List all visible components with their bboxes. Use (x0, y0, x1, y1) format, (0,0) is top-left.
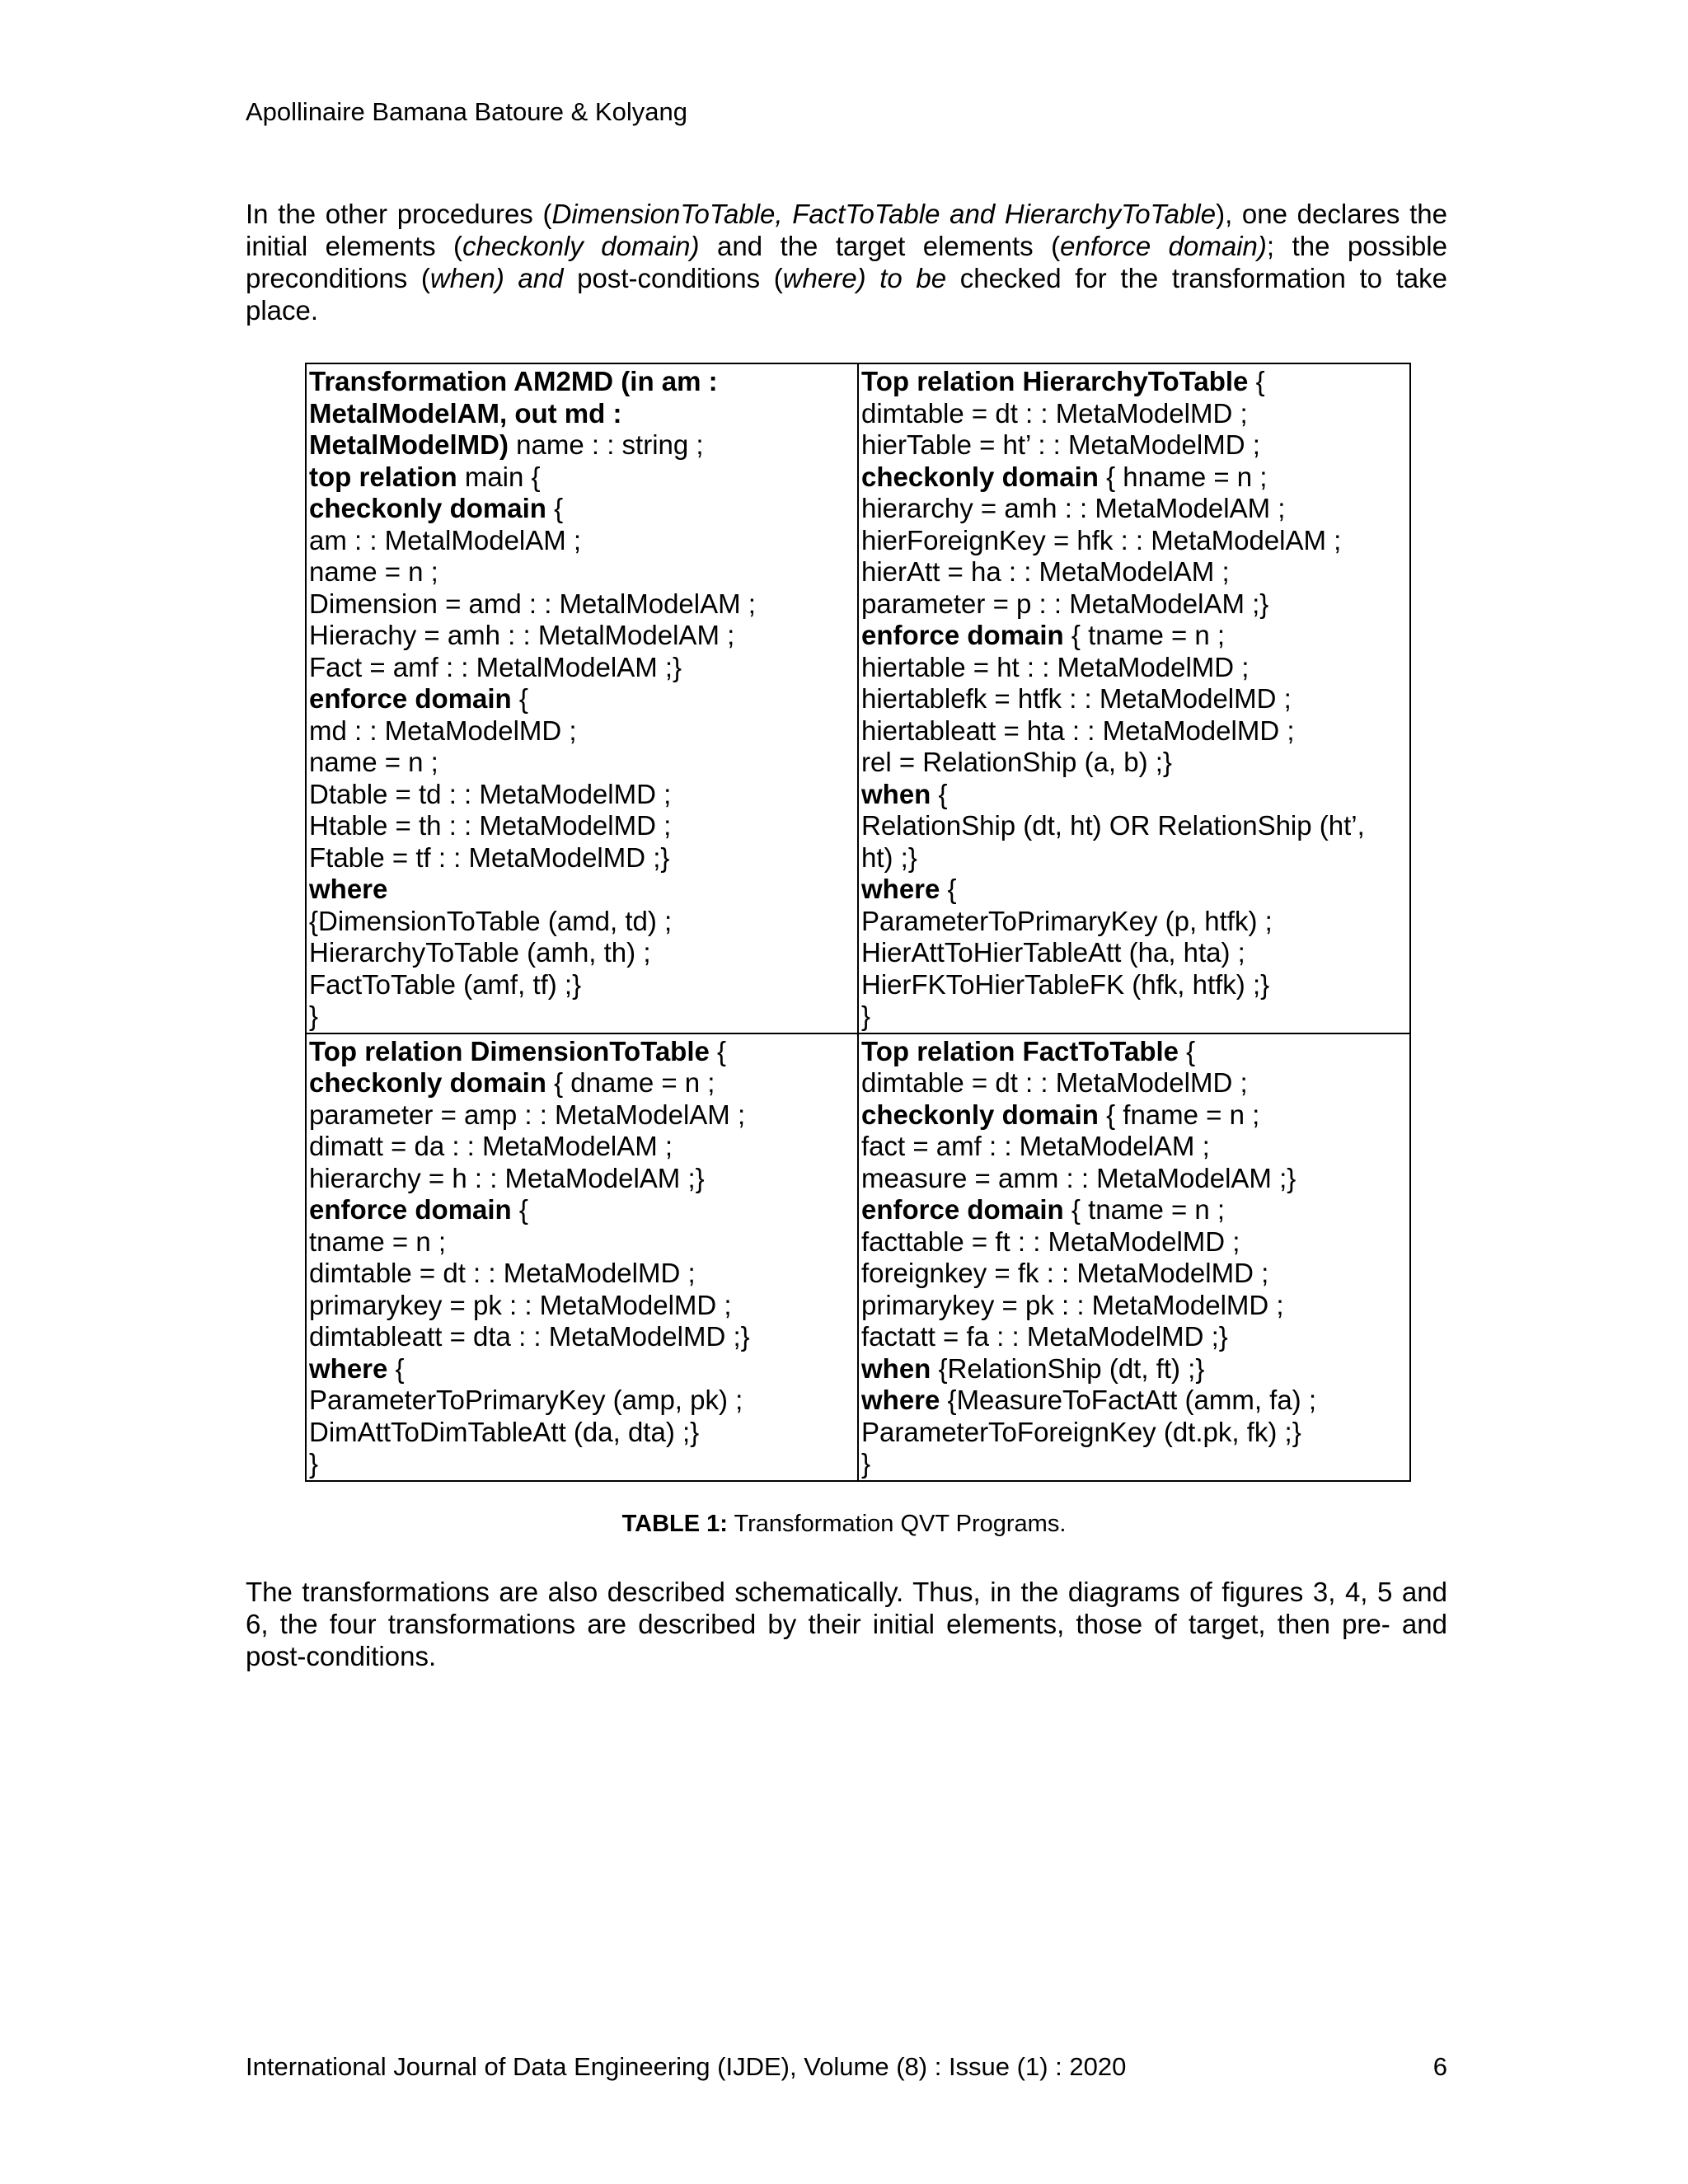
code-text: ParameterToForeignKey (dt.pk, fk) ;} (861, 1416, 1301, 1447)
table-row (306, 363, 1410, 1033)
code-text: {RelationShip (dt, ft) ;} (931, 1352, 1205, 1384)
code-line (309, 810, 857, 842)
code-line (309, 588, 857, 621)
code-line (861, 1321, 1409, 1353)
code-line (309, 1258, 857, 1290)
intro-text-run: post-conditions ( (563, 263, 783, 293)
code-keyword: MetalModelAM, out md : (309, 397, 622, 429)
cell-am2md (306, 363, 858, 1033)
code-line (861, 366, 1409, 398)
code-text: { hname = n ; (1098, 461, 1268, 492)
code-text: main { (457, 461, 541, 492)
intro-text-run: In the other procedures ( (246, 199, 552, 229)
code-text: Hierachy = amh : : MetalModelAM ; (309, 620, 735, 650)
code-text: {DimensionToTable (amd, td) ; (309, 905, 673, 936)
code-text: Ftable = tf : : MetaModelMD ;} (309, 841, 670, 873)
code-keyword: enforce domain (309, 1194, 512, 1225)
code-line (861, 1001, 1409, 1033)
code-keyword: where (861, 874, 940, 904)
code-text: { fname = n ; (1098, 1099, 1260, 1130)
code-text: { (931, 778, 948, 809)
code-line (861, 1067, 1409, 1099)
qvt-programs-table (305, 363, 1411, 1482)
code-line (861, 398, 1409, 430)
code-keyword: checkonly domain (309, 1067, 546, 1098)
code-line (861, 1385, 1409, 1417)
code-line (309, 1036, 857, 1068)
code-line (861, 429, 1409, 462)
code-keyword: top relation (309, 461, 457, 492)
intro-paragraph (246, 198, 1447, 326)
code-text: primarykey = pk : : MetaModelMD ; (861, 1289, 1284, 1320)
code-keyword: enforce domain (861, 1194, 1064, 1225)
code-text: name = n ; (309, 747, 438, 777)
code-line (309, 969, 857, 1001)
code-line (861, 715, 1409, 748)
code-text: foreignkey = fk : : MetaModelMD ; (861, 1258, 1269, 1288)
code-text: {MeasureToFactAtt (amm, fa) ; (940, 1385, 1317, 1415)
code-line (309, 525, 857, 557)
cell-hierarchy-to-table (858, 363, 1410, 1033)
code-text: hierTable = ht’ : : MetaModelMD ; (861, 429, 1260, 460)
cell-dimension-to-table (306, 1033, 858, 1481)
code-line (309, 1131, 857, 1163)
code-line (861, 1258, 1409, 1290)
code-text: tname = n ; (309, 1226, 447, 1257)
intro-text-run: DimensionToTable, FactToTable and HierarchyToTable (551, 199, 1217, 229)
code-line (861, 1226, 1409, 1258)
intro-text-run: when) and (429, 263, 564, 293)
code-keyword: checkonly domain (861, 1099, 1099, 1130)
code-line (309, 556, 857, 588)
code-text: { (511, 1194, 528, 1225)
table-caption (0, 1511, 1688, 1538)
code-text: RelationShip (dt, ht) OR RelationShip (ht’, (861, 810, 1365, 841)
journal-footer: International Journal of Data Engineering (IJDE), Volume (8) : Issue (1) : 2020 (246, 2052, 1127, 2081)
code-line (309, 1226, 857, 1258)
code-line (309, 462, 857, 494)
table-row (306, 1033, 1410, 1481)
code-line (861, 906, 1409, 938)
code-text: dimatt = da : : MetaModelAM ; (309, 1131, 673, 1161)
code-text: hierarchy = amh : : MetaModelAM ; (861, 493, 1286, 523)
code-text: hierarchy = h : : MetaModelAM ;} (309, 1162, 705, 1193)
code-text: Fact = amf : : MetalModelAM ;} (309, 651, 682, 682)
code-line (861, 525, 1409, 557)
code-keyword: Top relation DimensionToTable (309, 1035, 710, 1066)
intro-text-run: ), one declares the initial elements ( (246, 199, 1447, 261)
code-text: { (546, 493, 564, 523)
code-line (861, 1131, 1409, 1163)
code-line (861, 969, 1409, 1001)
code-text: hierForeignKey = hfk : : MetaModelAM ; (861, 524, 1342, 555)
code-line (309, 1448, 857, 1480)
intro-text-run: and the target elements ( (699, 231, 1061, 261)
code-line (309, 620, 857, 652)
code-text: ht) ;} (861, 841, 917, 873)
code-line (309, 366, 857, 398)
code-keyword: MetalModelMD) (309, 429, 509, 460)
code-text: } (861, 1001, 871, 1031)
code-line (309, 1001, 857, 1033)
code-text: am : : MetalModelAM ; (309, 524, 582, 555)
code-line (861, 652, 1409, 684)
code-text: DimAttToDimTableAtt (da, dta) ;} (309, 1416, 700, 1447)
intro-text-run: ; the possible preconditions ( (246, 231, 1447, 293)
code-line (309, 1067, 857, 1099)
code-line (309, 874, 857, 906)
code-line (309, 1417, 857, 1449)
code-text: dimtable = dt : : MetaModelMD ; (861, 397, 1248, 429)
code-line (309, 429, 857, 462)
code-line (309, 1194, 857, 1226)
intro-text-run: checked for the transformation to take place. (246, 263, 1448, 326)
code-keyword: when (861, 1352, 931, 1384)
caption-text: Transformation QVT Programs. (727, 1511, 1067, 1537)
code-text: hiertableatt = hta : : MetaModelMD ; (861, 715, 1295, 746)
code-text: ParameterToPrimaryKey (p, htfk) ; (861, 905, 1273, 936)
code-line (861, 1163, 1409, 1195)
code-text: } (309, 1001, 319, 1031)
code-text: rel = RelationShip (a, b) ;} (861, 747, 1172, 777)
intro-text-run: enforce domain) (1060, 231, 1267, 261)
code-keyword: checkonly domain (309, 493, 546, 523)
code-keyword: enforce domain (861, 620, 1064, 650)
code-text: { (709, 1035, 727, 1066)
code-line (309, 937, 857, 969)
code-line (309, 398, 857, 430)
outro-paragraph: The transformations are also described schematically. Thus, in the diagrams of figures 3, 4, 5 and 6, the four transformations are described by their initial elements, those of target, then pre- and post-conditions. (246, 1577, 1447, 1671)
code-line (309, 1385, 857, 1417)
code-line (861, 1036, 1409, 1068)
code-keyword: checkonly domain (861, 461, 1099, 492)
code-keyword: where (309, 874, 388, 904)
code-text: hiertablefk = htfk : : MetaModelMD ; (861, 683, 1292, 714)
code-text: parameter = p : : MetaModelAM ;} (861, 588, 1269, 619)
code-text: fact = amf : : MetaModelAM ; (861, 1131, 1210, 1161)
code-text: hierAtt = ha : : MetaModelAM ; (861, 556, 1230, 587)
code-text: { (940, 874, 957, 904)
code-text: Dimension = amd : : MetalModelAM ; (309, 588, 756, 619)
code-text: Htable = th : : MetaModelMD ; (309, 810, 672, 841)
page-number: 6 (1432, 2052, 1447, 2081)
code-text: name = n ; (309, 556, 438, 587)
code-text: { tname = n ; (1063, 1194, 1226, 1225)
code-keyword: Transformation AM2MD (in am : (309, 366, 718, 396)
code-line (861, 1099, 1409, 1132)
code-line (309, 1163, 857, 1195)
code-line (309, 715, 857, 748)
code-line (309, 1321, 857, 1353)
code-text: dimtable = dt : : MetaModelMD ; (309, 1258, 696, 1288)
code-text: HierFKToHierTableFK (hfk, htfk) ;} (861, 968, 1270, 1000)
running-header: Apollinaire Bamana Batoure & Kolyang (246, 97, 687, 126)
code-keyword: Top relation HierarchyToTable (861, 366, 1249, 396)
code-text: ParameterToPrimaryKey (amp, pk) ; (309, 1385, 743, 1415)
code-line (309, 1099, 857, 1132)
code-line (861, 683, 1409, 715)
code-line (861, 874, 1409, 906)
code-line (309, 493, 857, 525)
code-keyword: enforce domain (309, 683, 512, 714)
code-text: { (1179, 1035, 1196, 1066)
code-line (861, 1417, 1409, 1449)
code-line (861, 842, 1409, 874)
code-line (309, 652, 857, 684)
code-line (861, 588, 1409, 621)
code-text: } (861, 1448, 871, 1479)
intro-text-run: checkonly domain) (462, 231, 700, 261)
code-text: FactToTable (amf, tf) ;} (309, 968, 582, 1000)
code-text: { (1248, 366, 1265, 396)
code-line (861, 493, 1409, 525)
code-text: { (511, 683, 528, 714)
code-keyword: where (861, 1385, 940, 1415)
code-line (861, 810, 1409, 842)
code-line (861, 620, 1409, 652)
code-line (309, 747, 857, 779)
code-line (861, 556, 1409, 588)
code-text: HierarchyToTable (amh, th) ; (309, 937, 651, 968)
cell-fact-to-table (858, 1033, 1410, 1481)
code-text: md : : MetaModelMD ; (309, 715, 577, 746)
code-text: { (387, 1352, 405, 1384)
code-text: HierAttToHierTableAtt (ha, hta) ; (861, 937, 1245, 968)
code-text: facttable = ft : : MetaModelMD ; (861, 1226, 1240, 1257)
code-keyword: when (861, 778, 931, 809)
code-line (861, 1448, 1409, 1480)
code-keyword: where (309, 1352, 388, 1384)
code-text: factatt = fa : : MetaModelMD ;} (861, 1321, 1228, 1352)
code-text: dimtableatt = dta : : MetaModelMD ;} (309, 1321, 750, 1352)
code-text: hiertable = ht : : MetaModelMD ; (861, 651, 1250, 682)
code-line (861, 937, 1409, 969)
intro-text-run: where) to be (782, 263, 947, 293)
code-line (861, 747, 1409, 779)
code-line (861, 1290, 1409, 1322)
code-line (309, 1353, 857, 1385)
code-line (861, 1353, 1409, 1385)
caption-label: TABLE 1: (621, 1511, 728, 1537)
code-text: dimtable = dt : : MetaModelMD ; (861, 1067, 1248, 1098)
code-keyword: Top relation FactToTable (861, 1035, 1179, 1066)
code-text: parameter = amp : : MetaModelAM ; (309, 1099, 746, 1130)
code-text: name : : string ; (509, 429, 704, 460)
code-line (861, 462, 1409, 494)
code-line (861, 779, 1409, 811)
code-line (309, 1290, 857, 1322)
code-text: measure = amm : : MetaModelAM ;} (861, 1162, 1296, 1193)
code-line (861, 1194, 1409, 1226)
code-text: { dname = n ; (546, 1067, 715, 1098)
code-text: primarykey = pk : : MetaModelMD ; (309, 1289, 732, 1320)
code-text: { tname = n ; (1063, 620, 1226, 650)
code-line (309, 683, 857, 715)
code-line (309, 779, 857, 811)
code-text: Dtable = td : : MetaModelMD ; (309, 778, 672, 809)
code-line (309, 842, 857, 874)
code-text: } (309, 1448, 319, 1479)
code-line (309, 906, 857, 938)
